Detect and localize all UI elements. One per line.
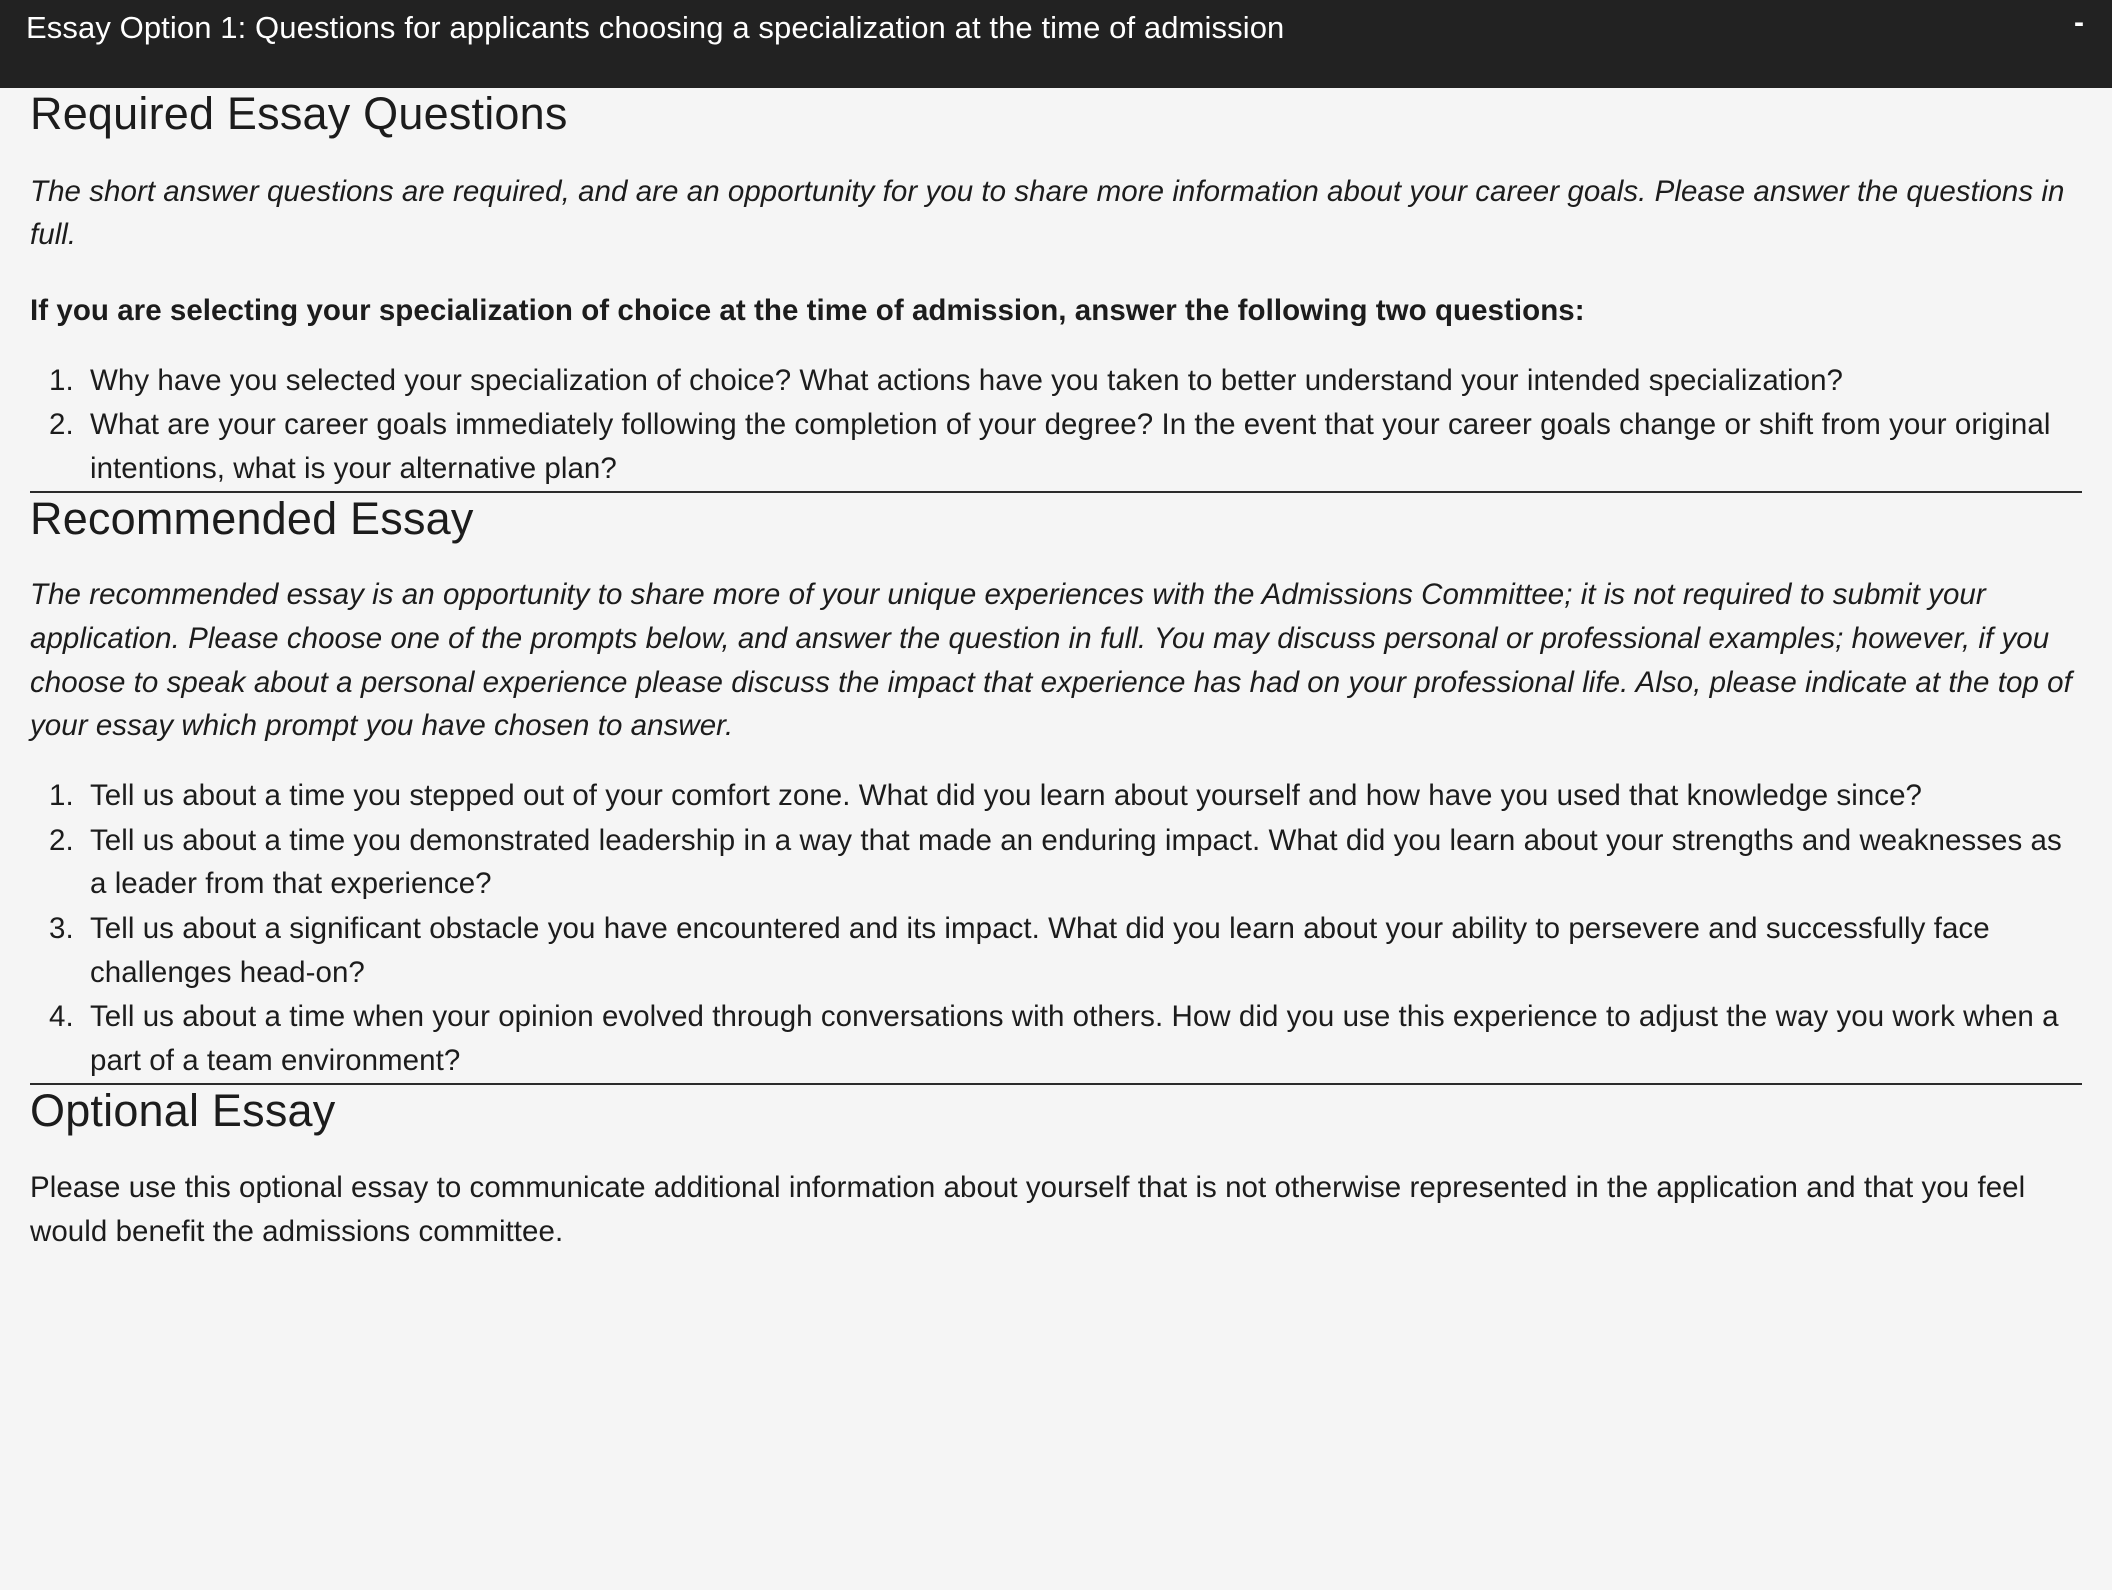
recommended-essay-heading: Recommended Essay	[30, 492, 474, 544]
recommended-essay-intro: The recommended essay is an opportunity to share more of your unique experiences with the Admissions Committee; it is not required to submit your application. Please choose one of the prompts below, and answer the question in full. You may discuss personal or professional examples; however, if you choose to speak about a personal experience please discuss the impact that experience has had on your professional life. Also, please indicate at the top of your essay which prompt you have chosen to answer.	[30, 578, 2072, 743]
optional-essay-heading: Optional Essay	[30, 1084, 336, 1136]
required-essay-lead: If you are selecting your specialization of choice at the time of admission, answer the following two questions:	[30, 294, 1585, 328]
minimize-icon[interactable]: -	[2074, 6, 2084, 39]
required-essay-heading: Required Essay Questions	[30, 88, 568, 139]
list-item: 3. Tell us about a significant obstacle you have encountered and its impact. What did you learn about your ability to persevere and successfully face challenges head-on?	[82, 907, 2082, 994]
required-essay-intro: The short answer questions are required, and are an opportunity for you to share more information about your career goals. Please answer the questions in full.	[30, 174, 2065, 252]
recommended-essay-prompt-list	[30, 774, 2082, 1083]
window-controls	[2064, 0, 2094, 96]
list-item: 2. Tell us about a time you demonstrated leadership in a way that made an enduring impact. What did you learn about your strengths and weaknesses as a leader from that experience?	[82, 819, 2082, 906]
document-content	[0, 88, 2112, 1254]
list-item: 1. Why have you selected your specialization of choice? What actions have you taken to better understand your intended specialization?	[82, 359, 2082, 403]
optional-essay-text: Please use this optional essay to communicate additional information about yourself that is not otherwise represented in the application and that you feel would benefit the admissions committee.	[30, 1171, 2026, 1249]
list-item: 1. Tell us about a time you stepped out of your comfort zone. What did you learn about yourself and how have you used that knowledge since?	[82, 774, 2082, 818]
window-title: Essay Option 1: Questions for applicants choosing a specialization at the time of admission	[26, 10, 1285, 45]
required-essay-question-list	[30, 359, 2082, 491]
list-item: 4. Tell us about a time when your opinion evolved through conversations with others. How did you use this experience to adjust the way you work when a part of a team environment?	[82, 995, 2082, 1082]
window-titlebar	[0, 0, 2112, 88]
list-item: 2. What are your career goals immediately following the completion of your degree? In the event that your career goals change or shift from your original intentions, what is your alternative plan?	[82, 403, 2082, 490]
